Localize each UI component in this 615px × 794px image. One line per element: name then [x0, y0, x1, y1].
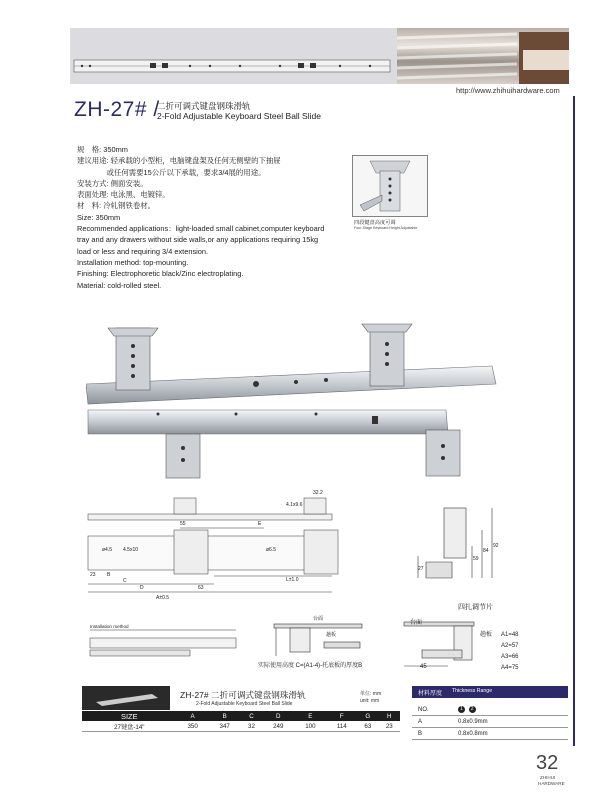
spec-line: Material: cold-rolled steel. — [77, 280, 162, 290]
side-dim: 59 — [473, 556, 479, 562]
website-url[interactable]: http://www.zhihuihardware.com — [456, 86, 560, 95]
dim-label: D — [140, 585, 144, 591]
install-note: 实际使用高度 C=(A1-4)-托底板的厚度B — [258, 663, 363, 669]
install-drawing — [86, 624, 242, 664]
spec-line: 安装方式: 侧面安装。 — [77, 178, 148, 188]
column-header: F — [326, 711, 357, 721]
header-slide-drawing — [70, 28, 400, 84]
table-cell: 0.8x0.9mm — [452, 716, 568, 728]
number-badge: 1 — [458, 706, 465, 713]
table-logo-block — [82, 686, 170, 710]
right-top-label: 台面 — [410, 620, 423, 626]
side-dim: 92 — [493, 543, 499, 549]
page-number: 32 — [536, 752, 559, 774]
dim-label: B — [107, 572, 111, 578]
column-header: G — [357, 711, 378, 721]
spec-line: 表面处理: 电泳黑、电镀锌。 — [77, 190, 170, 200]
dim-label: 55 — [180, 521, 186, 527]
table-cell: 100 — [294, 721, 326, 732]
dim-label: 32.2 — [313, 490, 323, 496]
dim-label: 23 — [90, 572, 96, 578]
dim-label: 4.1x9.6 — [286, 502, 303, 508]
size-table-header — [82, 711, 400, 721]
table-cell: A — [412, 716, 452, 728]
spec-line: tray and any drawers without side walls,or any applications requiring 15kg — [77, 235, 319, 245]
side-dim: 84 — [483, 548, 489, 554]
table-cell: 114 — [326, 721, 357, 732]
column-header: D — [262, 711, 294, 721]
table-cell — [452, 704, 568, 716]
height-value: A2=57 — [501, 643, 519, 649]
dim-label: 4.5x10 — [123, 547, 139, 553]
profile-drawing — [412, 500, 502, 590]
bracket-photo — [352, 155, 428, 217]
dim-label: 63 — [198, 585, 204, 591]
right-plate-label: 趟板 — [480, 632, 493, 638]
spec-line: Finishing: Electrophoretic black/Zinc electroplating. — [77, 269, 244, 279]
spec-line: 或任何需要15公斤以下承载，要求3/4展的用途。 — [77, 167, 266, 177]
table-cell: B — [412, 728, 452, 740]
header-photo — [397, 28, 569, 84]
title-cn: 二折可调式键盘钢珠滑轨 — [157, 101, 251, 111]
dim-label: E — [258, 521, 262, 527]
spec-line: 建议用途: 轻承载的小型柜，电脑键盘架及任何无侧壁的下抽屉 — [77, 156, 281, 166]
spec-line: Installation method: top-mounting. — [77, 257, 189, 267]
dim-label: L±1.0 — [286, 577, 299, 583]
plate-label: 趟板 — [326, 632, 337, 638]
header-band — [70, 28, 400, 84]
spec-line: 材 料: 冷轧钢铁卷材。 — [77, 201, 156, 211]
side-rule — [573, 96, 575, 746]
number-badge: 2 — [469, 706, 476, 713]
side-dim: 27 — [418, 566, 424, 572]
table-cell: 23 — [379, 721, 400, 732]
thickness-title-cn: 材料厚度 — [418, 691, 443, 697]
table-cell: 0.8x0.8mm — [452, 728, 568, 740]
bracket-caption-cn: 四段键盘高度可调 — [354, 220, 396, 226]
spec-line: Recommended applications：light-loaded small cabinet,computer keyboard — [77, 224, 325, 234]
thickness-table — [412, 704, 568, 740]
brand-line: ZHIHUI — [540, 775, 556, 780]
table-title-cn: ZH-27# 二折可调式键盘钢珠滑轨 — [180, 690, 306, 700]
dim-label: ø6.5 — [266, 547, 277, 553]
height-value: A4=75 — [501, 665, 519, 671]
spec-line: Size: 350mm — [77, 212, 121, 222]
table-cell: 350 — [177, 721, 209, 732]
table-row — [412, 716, 568, 728]
dim-label: C — [123, 578, 127, 584]
top-label: 台面 — [313, 616, 324, 622]
brand-line: HARDWARE — [538, 781, 565, 786]
height-value: A1=48 — [501, 632, 519, 638]
thickness-title-en: Thickness Range — [452, 688, 493, 694]
table-cell: 249 — [262, 721, 294, 732]
bracket-caption-en: Four-Stage Keyboard Height Adjustable — [354, 226, 418, 230]
table-cell: 347 — [209, 721, 241, 732]
install-label: Installation method — [90, 624, 129, 629]
table-title-en: 2-Fold Adjustable Keyboard Steel Ball Slide — [196, 701, 293, 707]
column-header: B — [209, 711, 241, 721]
column-header: SIZE — [82, 711, 177, 721]
column-header: C — [241, 711, 262, 721]
table-cell: 27键盘-14" — [82, 721, 177, 732]
table-cell: NO. — [412, 704, 452, 716]
dim-label: ø4.5 — [102, 547, 113, 553]
unit-cn: 单位: mm — [360, 691, 382, 697]
dim-label: A±0.5 — [156, 595, 170, 601]
model-number: ZH-27# / — [74, 98, 160, 121]
table-row — [412, 704, 568, 716]
column-header: E — [294, 711, 326, 721]
unit-en: unit: mm — [360, 698, 380, 704]
height-value: A3=66 — [501, 654, 519, 660]
table-row — [412, 728, 568, 740]
right-dim: 45 — [420, 664, 427, 670]
adjust-title: 四扎调节片 — [458, 604, 493, 611]
product-photo — [86, 322, 498, 484]
table-cell: 32 — [241, 721, 262, 732]
table-cell: 63 — [357, 721, 378, 732]
title-en: 2-Fold Adjustable Keyboard Steel Ball Slide — [157, 111, 321, 121]
column-header: H — [379, 711, 400, 721]
spec-line: 规 格: 350mm — [77, 145, 128, 154]
column-header: A — [177, 711, 209, 721]
spec-line: load or less and requiring 3/4 extension. — [77, 246, 209, 256]
size-table — [82, 711, 400, 732]
thickness-header — [412, 686, 568, 698]
table-row — [82, 721, 400, 732]
